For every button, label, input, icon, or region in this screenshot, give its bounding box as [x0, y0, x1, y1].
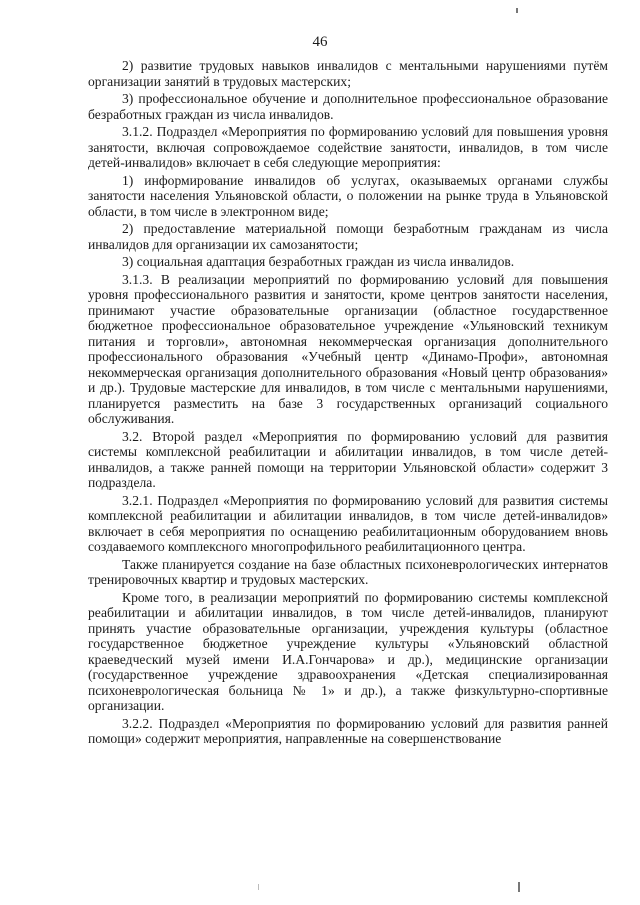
- page-number: 46: [312, 34, 328, 50]
- paragraph: 3.2. Второй раздел «Мероприятия по формированию условий для развития системы комплексной реабилитации и абилитации инвалидов, в том числе детей-инвалидов, а также ранней помощи на территории Ульяновской области» содержит 3 подраздела.: [88, 428, 608, 490]
- scan-speck: [516, 8, 518, 13]
- paragraph: 3) профессиональное обучение и дополнительное профессиональное образование безработных граждан из числа инвалидов.: [88, 91, 608, 122]
- paragraph: Кроме того, в реализации мероприятий по формированию системы комплексной реабилитации и абилитации инвалидов, в том числе детей-инвалидов, планируют принять участие образовательные организации, учреждения культуры (областное государственное бюджетное учреждение культуры «Ульяновский областной краеведческий музей имени И.А.Гончарова» и др.), медицинские организации (государственное учреждение здравоохранения «Детская специализированная психоневрологическая больница № 1» и др.), а также физкультурно-спортивные организации.: [88, 589, 608, 713]
- scan-speck: [518, 882, 520, 892]
- paragraph: Также планируется создание на базе областных психоневрологических интернатов тренировочных квартир и трудовых мастерских.: [88, 556, 608, 587]
- paragraph: 3.1.2. Подраздел «Мероприятия по формированию условий для повышения уровня занятости, включая сопровождаемое содействие занятости, инвалидов, в том числе детей-инвалидов» включает в себя следующие мероприятия:: [88, 124, 608, 170]
- paragraph: 1) информирование инвалидов об услугах, оказываемых органами службы занятости населения Ульяновской области, о положении на рынке труда в Ульяновской области, в том числе в электронном виде;: [88, 172, 608, 219]
- scan-speck: [258, 884, 259, 890]
- paragraph: 2) предоставление материальной помощи безработным гражданам из числа инвалидов для организации их самозанятости;: [88, 221, 608, 252]
- paragraph: 3.2.1. Подраздел «Мероприятия по формированию условий для развития системы комплексной реабилитации и абилитации инвалидов, в том числе детей-инвалидов» включает в себя мероприятия по оснащению реабилитационным оборудованием вновь создаваемого комплексного многопрофильного реабилитационного центра.: [88, 492, 608, 554]
- paragraph: 2) развитие трудовых навыков инвалидов с ментальными нарушениями путём организации занятий в трудовых мастерских;: [88, 58, 608, 89]
- paragraph: 3.1.3. В реализации мероприятий по формированию условий для повышения уровня профессионального развития и занятости, кроме центров занятости населения, принимают участие образовательные организации (областное государственное бюджетное профессиональное образовательное учреждение «Ульяновский техникум питания и торговли», автономная некоммерческая организация дополнительного профессионального образования «Учебный центр «Динамо-Профи», автономная некоммерческая организация дополнительного образования «Новый центр образования» и др.). Трудовые мастерские для инвалидов, в том числе с ментальными нарушениями, планируется разместить на базе 3 государственных организаций социального обслуживания.: [88, 271, 608, 426]
- paragraph: 3.2.2. Подраздел «Мероприятия по формированию условий для развития ранней помощи» содержит мероприятия, направленные на совершенствование: [88, 715, 608, 746]
- paragraph: 3) социальная адаптация безработных граждан из числа инвалидов.: [122, 254, 515, 269]
- document-body: [88, 58, 608, 749]
